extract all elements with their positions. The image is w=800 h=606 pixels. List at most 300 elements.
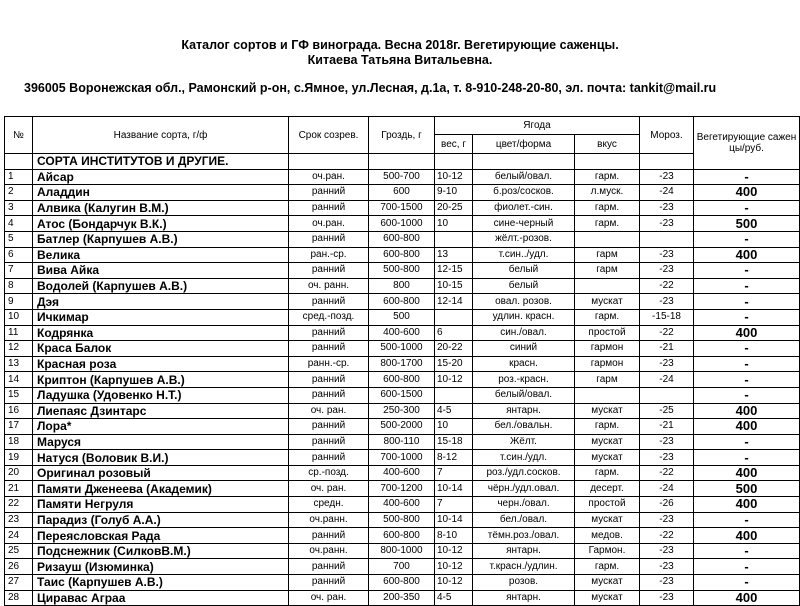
variety-name: Лиепаяс Дзинтарс	[33, 403, 289, 419]
berry-weight: 10-12	[435, 559, 473, 575]
row-number: 11	[5, 325, 33, 341]
ripening-period: оч. ран.	[289, 481, 369, 497]
berry-color-shape: б.роз/сосков.	[473, 185, 575, 201]
frost-resistance: -23	[640, 263, 694, 279]
row-number: 16	[5, 403, 33, 419]
variety-name: Велика	[33, 247, 289, 263]
seedling-price: -	[694, 575, 800, 591]
variety-name: Красная роза	[33, 356, 289, 372]
berry-color-shape: т.син../удл.	[473, 247, 575, 263]
ripening-period: ранний	[289, 341, 369, 357]
row-number: 23	[5, 512, 33, 528]
seedling-price: 400	[694, 185, 800, 201]
table-row	[5, 185, 800, 201]
berry-color-shape: розов.	[473, 575, 575, 591]
col-srok: Срок созрев.	[289, 117, 369, 154]
table-row	[5, 309, 800, 325]
ripening-period: средн.	[289, 497, 369, 513]
variety-name: Таис (Карпушев А.В.)	[33, 575, 289, 591]
ripening-period: ранний	[289, 231, 369, 247]
bunch-weight: 600-800	[369, 231, 435, 247]
berry-weight: 10-12	[435, 543, 473, 559]
ripening-period: ранний	[289, 528, 369, 544]
berry-taste: мускат	[575, 450, 640, 466]
ripening-period: ранний	[289, 419, 369, 435]
berry-weight: 12-15	[435, 263, 473, 279]
variety-name: Памяти Негруля	[33, 497, 289, 513]
seedling-price: -	[694, 512, 800, 528]
berry-taste: гарм.	[575, 216, 640, 232]
section-empty	[369, 154, 435, 170]
berry-taste: гарм.	[575, 200, 640, 216]
berry-weight: 10-12	[435, 169, 473, 185]
row-number: 12	[5, 341, 33, 357]
variety-name: Кодрянка	[33, 325, 289, 341]
variety-name: Памяти Дженеева (Академик)	[33, 481, 289, 497]
seedling-price: 500	[694, 216, 800, 232]
berry-weight: 10-15	[435, 278, 473, 294]
berry-weight	[435, 231, 473, 247]
col-grozd: Гроздь, г	[369, 117, 435, 154]
berry-color-shape: белый	[473, 278, 575, 294]
ripening-period: ранний	[289, 575, 369, 591]
berry-weight: 10-14	[435, 481, 473, 497]
variety-name: Лора*	[33, 419, 289, 435]
row-number: 28	[5, 590, 33, 606]
ripening-period: ранний	[289, 450, 369, 466]
seedling-price: -	[694, 434, 800, 450]
col-yagoda: Ягода	[435, 117, 640, 135]
berry-weight: 9-10	[435, 185, 473, 201]
frost-resistance: -25	[640, 403, 694, 419]
berry-weight: 12-14	[435, 294, 473, 310]
table-row	[5, 559, 800, 575]
seedling-price: -	[694, 309, 800, 325]
berry-color-shape: тёмн.роз./овал.	[473, 528, 575, 544]
berry-taste: Гармон.	[575, 543, 640, 559]
seedling-price: -	[694, 341, 800, 357]
table-row	[5, 247, 800, 263]
berry-weight: 8-12	[435, 450, 473, 466]
seedling-price: -	[694, 387, 800, 403]
bunch-weight: 600-1500	[369, 387, 435, 403]
ripening-period: оч.ранн.	[289, 512, 369, 528]
ripening-period: ранний	[289, 200, 369, 216]
berry-color-shape: янтарн.	[473, 403, 575, 419]
berry-weight: 6	[435, 325, 473, 341]
row-number: 5	[5, 231, 33, 247]
berry-color-shape: чёрн./удл.овал.	[473, 481, 575, 497]
seedling-price: 400	[694, 403, 800, 419]
frost-resistance: -23	[640, 294, 694, 310]
frost-resistance: -23	[640, 559, 694, 575]
seedling-price: 400	[694, 465, 800, 481]
bunch-weight: 400-600	[369, 497, 435, 513]
seedling-price: -	[694, 294, 800, 310]
bunch-weight: 500-800	[369, 263, 435, 279]
table-row	[5, 372, 800, 388]
berry-taste: гармон	[575, 356, 640, 372]
berry-weight: 7	[435, 497, 473, 513]
berry-weight: 15-18	[435, 434, 473, 450]
section-empty	[640, 154, 694, 170]
section-empty	[435, 154, 473, 170]
row-number: 17	[5, 419, 33, 435]
berry-taste: мускат	[575, 590, 640, 606]
bunch-weight: 700-1500	[369, 200, 435, 216]
variety-name: Подснежник (СилковВ.М.)	[33, 543, 289, 559]
berry-color-shape: т.красн./удлин.	[473, 559, 575, 575]
row-number: 14	[5, 372, 33, 388]
berry-taste: гарм.	[575, 309, 640, 325]
seedling-price: -	[694, 169, 800, 185]
catalog-title: Каталог сортов и ГФ винограда. Весна 2018г. Вегетирующие саженцы.	[181, 38, 619, 52]
berry-taste	[575, 387, 640, 403]
ripening-period: оч. ранн.	[289, 278, 369, 294]
bunch-weight: 600-1000	[369, 216, 435, 232]
frost-resistance: -23	[640, 575, 694, 591]
berry-taste: мускат	[575, 575, 640, 591]
row-number: 25	[5, 543, 33, 559]
section-empty	[575, 154, 640, 170]
section-label: СОРТА ИНСТИТУТОВ И ДРУГИЕ.	[33, 154, 289, 170]
row-number: 18	[5, 434, 33, 450]
catalog-rows	[5, 169, 800, 606]
bunch-weight: 600-800	[369, 528, 435, 544]
row-number: 20	[5, 465, 33, 481]
table-row	[5, 497, 800, 513]
frost-resistance	[640, 387, 694, 403]
berry-taste: гармон	[575, 341, 640, 357]
berry-color-shape: т.син./удл.	[473, 450, 575, 466]
ripening-period: оч.ран.	[289, 216, 369, 232]
ripening-period: оч.ранн.	[289, 543, 369, 559]
catalog-table	[4, 116, 800, 606]
row-number: 2	[5, 185, 33, 201]
frost-resistance: -23	[640, 169, 694, 185]
berry-taste: простой	[575, 325, 640, 341]
bunch-weight: 600	[369, 185, 435, 201]
table-row	[5, 294, 800, 310]
variety-name: Алвика (Калугин В.М.)	[33, 200, 289, 216]
frost-resistance: -21	[640, 419, 694, 435]
ripening-period: ранний	[289, 434, 369, 450]
variety-name: Оригинал розовый	[33, 465, 289, 481]
berry-taste: мускат	[575, 434, 640, 450]
bunch-weight: 500-1000	[369, 341, 435, 357]
bunch-weight: 600-800	[369, 247, 435, 263]
table-row	[5, 419, 800, 435]
berry-taste: мускат	[575, 403, 640, 419]
variety-name: Краса Балок	[33, 341, 289, 357]
ripening-period: ран.-ср.	[289, 247, 369, 263]
berry-color-shape: син./овал.	[473, 325, 575, 341]
berry-weight: 10-12	[435, 372, 473, 388]
bunch-weight: 700-1200	[369, 481, 435, 497]
row-number: 24	[5, 528, 33, 544]
frost-resistance: -22	[640, 278, 694, 294]
berry-color-shape: жёлт.-розов.	[473, 231, 575, 247]
col-moroz: Мороз.	[640, 117, 694, 154]
variety-name: Ичкимар	[33, 309, 289, 325]
bunch-weight: 600-800	[369, 294, 435, 310]
frost-resistance: -23	[640, 590, 694, 606]
seedling-price: 400	[694, 528, 800, 544]
row-number: 1	[5, 169, 33, 185]
berry-weight: 4-5	[435, 403, 473, 419]
ripening-period: ср.-позд.	[289, 465, 369, 481]
seedling-price: 400	[694, 497, 800, 513]
seedling-price: -	[694, 200, 800, 216]
bunch-weight: 800-1000	[369, 543, 435, 559]
frost-resistance: -23	[640, 450, 694, 466]
berry-weight: 10-14	[435, 512, 473, 528]
variety-name: Вива Айка	[33, 263, 289, 279]
table-row	[5, 481, 800, 497]
section-empty	[289, 154, 369, 170]
variety-name: Парадиз (Голуб А.А.)	[33, 512, 289, 528]
berry-taste: медов.	[575, 528, 640, 544]
bunch-weight: 700	[369, 559, 435, 575]
berry-weight: 8-10	[435, 528, 473, 544]
row-number: 26	[5, 559, 33, 575]
ripening-period: ранний	[289, 325, 369, 341]
frost-resistance: -22	[640, 465, 694, 481]
frost-resistance: -24	[640, 185, 694, 201]
col-taste: вкус	[575, 135, 640, 154]
seedling-price: 400	[694, 419, 800, 435]
frost-resistance: -22	[640, 528, 694, 544]
berry-taste: десерт.	[575, 481, 640, 497]
berry-color-shape: белый	[473, 263, 575, 279]
variety-name: Аладдин	[33, 185, 289, 201]
frost-resistance	[640, 231, 694, 247]
variety-name: Переясловская Рада	[33, 528, 289, 544]
berry-color-shape: черн./овал.	[473, 497, 575, 513]
berry-color-shape: роз./удл.сосков.	[473, 465, 575, 481]
berry-weight	[435, 387, 473, 403]
ripening-period: ранний	[289, 294, 369, 310]
variety-name: Маруся	[33, 434, 289, 450]
berry-weight	[435, 309, 473, 325]
frost-resistance: -23	[640, 543, 694, 559]
seedling-price: -	[694, 559, 800, 575]
table-row	[5, 575, 800, 591]
variety-name: Ризауш (Изюминка)	[33, 559, 289, 575]
seedling-price: -	[694, 372, 800, 388]
berry-taste	[575, 231, 640, 247]
ripening-period: ранний	[289, 185, 369, 201]
berry-taste: гарм.	[575, 465, 640, 481]
col-veget: Вегетирующие саженцы/руб.	[694, 117, 800, 170]
berry-color-shape: удлин. красн.	[473, 309, 575, 325]
frost-resistance: -23	[640, 512, 694, 528]
row-number: 19	[5, 450, 33, 466]
berry-color-shape: сине-черный	[473, 216, 575, 232]
row-number: 21	[5, 481, 33, 497]
variety-name: Дэя	[33, 294, 289, 310]
contact-address: 396005 Воронежская обл., Рамонский р-он, с.Ямное, ул.Лесная, д.1а, т. 8-910-248-20-80, эл. почта: tankit@mail.ru	[24, 81, 717, 95]
table-row	[5, 528, 800, 544]
row-number: 4	[5, 216, 33, 232]
ripening-period: ранний	[289, 559, 369, 575]
berry-weight: 20-22	[435, 341, 473, 357]
berry-color-shape: овал. розов.	[473, 294, 575, 310]
berry-weight: 13	[435, 247, 473, 263]
row-number: 6	[5, 247, 33, 263]
berry-taste: мускат	[575, 294, 640, 310]
berry-color-shape: Жёлт.	[473, 434, 575, 450]
berry-taste: гарм	[575, 247, 640, 263]
frost-resistance: -23	[640, 247, 694, 263]
variety-name: Натуся (Воловик В.И.)	[33, 450, 289, 466]
seedling-price: -	[694, 231, 800, 247]
row-number: 27	[5, 575, 33, 591]
frost-resistance: -23	[640, 356, 694, 372]
frost-resistance: -24	[640, 372, 694, 388]
frost-resistance: -26	[640, 497, 694, 513]
ripening-period: ранний	[289, 372, 369, 388]
bunch-weight: 600-800	[369, 372, 435, 388]
berry-weight: 10	[435, 419, 473, 435]
berry-taste: гарм.	[575, 169, 640, 185]
bunch-weight: 400-600	[369, 465, 435, 481]
variety-name: Криптон (Карпушев А.В.)	[33, 372, 289, 388]
berry-weight: 4-5	[435, 590, 473, 606]
frost-resistance: -23	[640, 200, 694, 216]
bunch-weight: 800-1700	[369, 356, 435, 372]
berry-taste: гарм	[575, 372, 640, 388]
berry-weight: 7	[435, 465, 473, 481]
bunch-weight: 250-300	[369, 403, 435, 419]
berry-color-shape: белый/овал.	[473, 169, 575, 185]
author-name: Китаева Татьяна Витальевна.	[307, 53, 493, 67]
frost-resistance: -23	[640, 216, 694, 232]
seedling-price: -	[694, 450, 800, 466]
table-row	[5, 543, 800, 559]
berry-color-shape: бел./овал.	[473, 512, 575, 528]
berry-weight: 10	[435, 216, 473, 232]
seedling-price: 400	[694, 590, 800, 606]
bunch-weight: 700-1000	[369, 450, 435, 466]
row-number: 9	[5, 294, 33, 310]
bunch-weight: 500	[369, 309, 435, 325]
berry-color-shape: красн.	[473, 356, 575, 372]
frost-resistance: -23	[640, 434, 694, 450]
frost-resistance: -21	[640, 341, 694, 357]
variety-name: Айсар	[33, 169, 289, 185]
table-row	[5, 341, 800, 357]
table-row	[5, 216, 800, 232]
berry-taste: мускат	[575, 512, 640, 528]
table-row	[5, 169, 800, 185]
seedling-price: 400	[694, 325, 800, 341]
table-row	[5, 356, 800, 372]
table-row	[5, 590, 800, 606]
variety-name: Циравас Аграа	[33, 590, 289, 606]
table-row	[5, 403, 800, 419]
seedling-price: 500	[694, 481, 800, 497]
frost-resistance: -22	[640, 325, 694, 341]
table-row	[5, 434, 800, 450]
frost-resistance: -24	[640, 481, 694, 497]
ripening-period: оч.ран.	[289, 169, 369, 185]
row-number: 7	[5, 263, 33, 279]
variety-name: Атос (Бондарчук В.К.)	[33, 216, 289, 232]
ripening-period: ранний	[289, 387, 369, 403]
bunch-weight: 600-800	[369, 575, 435, 591]
row-number: 22	[5, 497, 33, 513]
seedling-price: -	[694, 543, 800, 559]
berry-color-shape: янтарн.	[473, 590, 575, 606]
bunch-weight: 500-800	[369, 512, 435, 528]
table-row	[5, 278, 800, 294]
seedling-price: -	[694, 356, 800, 372]
ripening-period: оч. ран.	[289, 403, 369, 419]
berry-taste: гарм.	[575, 419, 640, 435]
berry-color-shape: белый/овал.	[473, 387, 575, 403]
row-number: 13	[5, 356, 33, 372]
seedling-price: -	[694, 263, 800, 279]
berry-color-shape: фиолет.-син.	[473, 200, 575, 216]
table-row	[5, 231, 800, 247]
bunch-weight: 800	[369, 278, 435, 294]
row-number: 10	[5, 309, 33, 325]
berry-color-shape: бел./овальн.	[473, 419, 575, 435]
bunch-weight: 800-110	[369, 434, 435, 450]
table-row	[5, 387, 800, 403]
table-row	[5, 450, 800, 466]
table-row	[5, 465, 800, 481]
col-name: Название сорта, г/ф	[33, 117, 289, 154]
row-number: 8	[5, 278, 33, 294]
row-number: 15	[5, 387, 33, 403]
seedling-price: 400	[694, 247, 800, 263]
table-row	[5, 512, 800, 528]
table-row	[5, 200, 800, 216]
table-row	[5, 325, 800, 341]
berry-taste: л.муск.	[575, 185, 640, 201]
berry-color-shape: роз.-красн.	[473, 372, 575, 388]
ripening-period: оч. ран.	[289, 590, 369, 606]
berry-taste: гарм.	[575, 559, 640, 575]
berry-taste	[575, 278, 640, 294]
col-num: №	[5, 117, 33, 154]
col-color: цвет/форма	[473, 135, 575, 154]
variety-name: Водолей (Карпушев А.В.)	[33, 278, 289, 294]
berry-color-shape: синий	[473, 341, 575, 357]
col-ves: вес, г	[435, 135, 473, 154]
berry-weight: 20-25	[435, 200, 473, 216]
berry-weight: 15-20	[435, 356, 473, 372]
berry-weight: 10-12	[435, 575, 473, 591]
bunch-weight: 200-350	[369, 590, 435, 606]
bunch-weight: 500-2000	[369, 419, 435, 435]
frost-resistance: -15-18	[640, 309, 694, 325]
bunch-weight: 500-700	[369, 169, 435, 185]
ripening-period: ранн.-ср.	[289, 356, 369, 372]
ripening-period: ранний	[289, 263, 369, 279]
bunch-weight: 400-600	[369, 325, 435, 341]
variety-name: Батлер (Карпушев А.В.)	[33, 231, 289, 247]
berry-color-shape: янтарн.	[473, 543, 575, 559]
table-row	[5, 263, 800, 279]
variety-name: Ладушка (Удовенко Н.Т.)	[33, 387, 289, 403]
section-empty	[473, 154, 575, 170]
seedling-price: -	[694, 278, 800, 294]
row-number: 3	[5, 200, 33, 216]
berry-taste: гарм	[575, 263, 640, 279]
